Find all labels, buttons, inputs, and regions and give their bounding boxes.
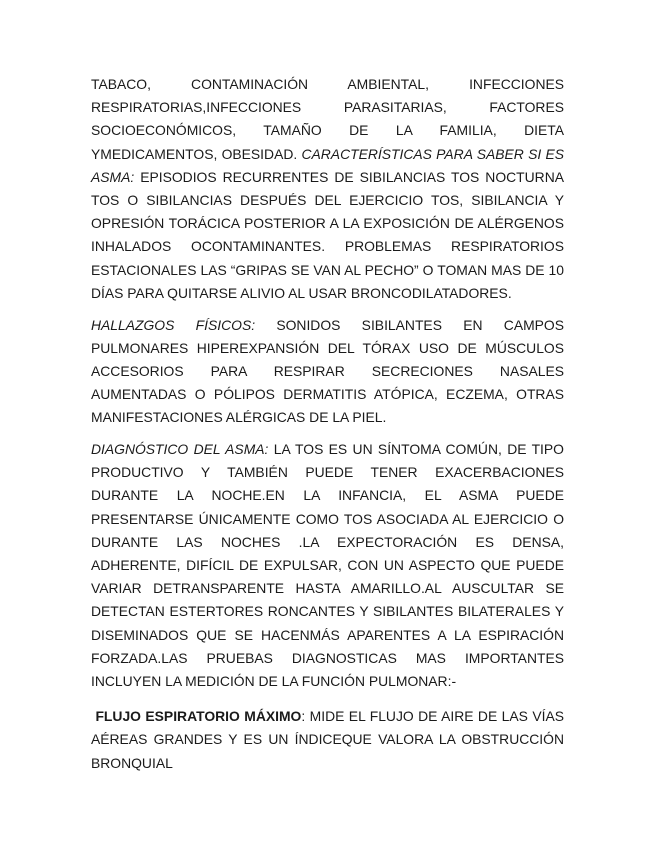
paragraph-physical-findings (91, 314, 564, 430)
paragraph-diagnosis (91, 438, 564, 693)
document-page (91, 73, 564, 783)
diagnosis-text: LA TOS ES UN SÍNTOMA COMÚN, DE TIPO PRODUCTIVO Y TAMBIÉN PUEDE TENER EXACERBACIONES DURANTE LA NOCHE.EN LA INFANCIA, EL ASMA PUEDE PRESENTARSE ÚNICAMENTE COMO TOS ASOCIADA AL EJERCICIO O DURANTE LAS NOCHES .LA EXPECTORACIÓN ES DENSA, ADHERENTE, DIFÍCIL DE EXPULSAR, CON UN ASPECTO QUE PUEDE VARIAR DETRANSPARENTE HASTA AMARILLO.AL AUSCULTAR SE DETECTAN ESTERTORES RONCANTES Y SIBILANTES BILATERALES Y DISEMINADOS QUE SE HACENMÁS APARENTES A LA ESPIRACIÓN FORZADA.LAS PRUEBAS DIAGNOSTICAS MAS IMPORTANTES INCLUYEN LA MEDICIÓN DE LA FUNCIÓN PULMONAR:- (91, 441, 564, 690)
risk-factors-text: TABACO, CONTAMINACIÓN AMBIENTAL, INFECCIONES RESPIRATORIAS,INFECCIONES PARASITARIAS, FACTORES SOCIOECONÓMICOS, TAMAÑO DE LA FAMILIA, DIETA YMEDICAMENTOS, OBESIDAD. (91, 76, 564, 162)
paragraph-peak-flow (91, 705, 564, 775)
physical-findings-text: SONIDOS SIBILANTES EN CAMPOS PULMONARES HIPEREXPANSIÓN DEL TÓRAX USO DE MÚSCULOS ACCESORIOS PARA RESPIRAR SECRECIONES NASALES AUMENTADAS O PÓLIPOS DERMATITIS ATÓPICA, ECZEMA, OTRAS MANIFESTACIONES ALÉRGICAS DE LA PIEL. (91, 316, 564, 426)
characteristics-heading: CARACTERÍSTICAS PARA SABER SI ES ASMA: (91, 145, 564, 185)
peak-flow-text: : MIDE EL FLUJO DE AIRE DE LAS VÍAS AÉREAS GRANDES Y ES UN ÍNDICEQUE VALORA LA OBSTRUCCIÓN BRONQUIAL (91, 708, 564, 771)
characteristics-text: EPISODIOS RECURRENTES DE SIBILANCIAS TOS NOCTURNA TOS O SIBILANCIAS DESPUÉS DEL EJERCICIO TOS, SIBILANCIA Y OPRESIÓN TORÁCICA POSTERIOR A LA EXPOSICIÓN DE ALÉRGENOS INHALADOS OCONTAMINANTES. PROBLEMAS RESPIRATORIOS ESTACIONALES LAS “GRIPAS SE VAN AL PECHO” O TOMAN MAS DE 10 DÍAS PARA QUITARSE ALIVIO AL USAR BRONCODILATADORES. (91, 168, 564, 301)
paragraph-risk-factors (91, 73, 564, 305)
peak-flow-heading: FLUJO ESPIRATORIO MÁXIMO (95, 708, 302, 725)
physical-findings-heading: HALLAZGOS FÍSICOS: (91, 316, 256, 333)
diagnosis-heading: DIAGNÓSTICO DEL ASMA: (91, 441, 269, 458)
